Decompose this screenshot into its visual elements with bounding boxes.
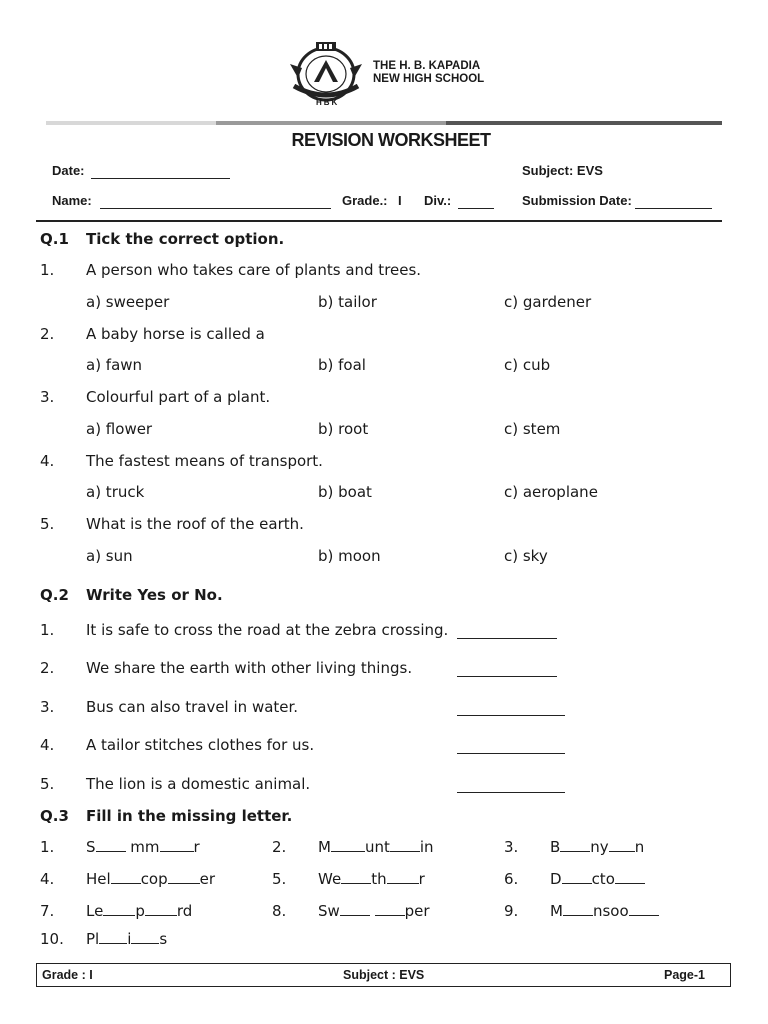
- logo-text: HBK: [316, 98, 340, 107]
- q3-item-number: 5.: [272, 870, 287, 888]
- q2-answer-blank[interactable]: [457, 780, 565, 793]
- q3-word-part: th: [371, 870, 387, 888]
- q1-item-question: Colourful part of a plant.: [86, 388, 271, 406]
- q1-option-a[interactable]: a) sun: [86, 547, 133, 565]
- date-field[interactable]: [91, 164, 230, 179]
- q3-word-part: cop: [140, 870, 168, 888]
- q1-item-question: What is the roof of the earth.: [86, 515, 304, 533]
- q3-word: [86, 930, 167, 948]
- q2-number: Q.2: [40, 586, 69, 604]
- q2-item-number: 1.: [40, 621, 55, 639]
- q1-option-a[interactable]: a) truck: [86, 483, 145, 501]
- school-name-line1: THE H. B. KAPADIA: [373, 60, 481, 72]
- submission-date-label: Submission Date:: [522, 193, 632, 208]
- q3-word-part: We: [318, 870, 342, 888]
- q2-item-number: 5.: [40, 775, 55, 793]
- q3-blank[interactable]: [131, 931, 159, 944]
- q1-option-c[interactable]: c) gardener: [504, 293, 592, 311]
- q1-option-b[interactable]: b) root: [318, 420, 369, 438]
- q1-option-b[interactable]: b) tailor: [318, 293, 377, 311]
- q1-option-c[interactable]: c) cub: [504, 356, 551, 374]
- header-divider-mid: [216, 121, 446, 125]
- q2-answer-blank[interactable]: [457, 664, 557, 677]
- submission-date-field[interactable]: [635, 194, 712, 209]
- q3-blank[interactable]: [168, 871, 200, 884]
- q1-item-number: 3.: [40, 388, 55, 406]
- q3-word-part: r: [193, 838, 200, 856]
- q2-item-number: 3.: [40, 698, 55, 716]
- footer-box: [36, 963, 731, 987]
- q3-word: [318, 838, 434, 856]
- q3-blank[interactable]: [560, 839, 590, 852]
- q1-option-a[interactable]: a) fawn: [86, 356, 143, 374]
- q3-word-part: Pl: [86, 930, 100, 948]
- q3-item-number: 2.: [272, 838, 287, 856]
- q3-blank[interactable]: [609, 839, 635, 852]
- q1-item-question: A baby horse is called a: [86, 325, 265, 343]
- q1-item-number: 5.: [40, 515, 55, 533]
- q3-word-part: p: [135, 902, 145, 920]
- q3-blank[interactable]: [111, 871, 141, 884]
- q3-item-number: 8.: [272, 902, 287, 920]
- q1-item-question: A person who takes care of plants and trees.: [86, 261, 422, 279]
- q3-word-part: B: [550, 838, 561, 856]
- q3-word: [318, 902, 430, 920]
- date-label: Date:: [52, 163, 85, 178]
- div-field[interactable]: [458, 194, 494, 209]
- q1-option-b[interactable]: b) foal: [318, 356, 366, 374]
- q3-blank[interactable]: [629, 903, 659, 916]
- subject-label: Subject: EVS: [522, 163, 603, 178]
- grade-label: Grade.:: [342, 193, 388, 208]
- q1-option-b[interactable]: b) moon: [318, 547, 381, 565]
- q3-word-part: D: [550, 870, 562, 888]
- q3-word-part: ny: [590, 838, 609, 856]
- footer-subject: Subject : EVS: [343, 968, 425, 982]
- q1-title: Tick the correct option.: [86, 230, 285, 248]
- q3-blank[interactable]: [99, 931, 127, 944]
- q3-item-number: 1.: [40, 838, 55, 856]
- q2-item-text: A tailor stitches clothes for us.: [86, 736, 315, 754]
- q3-word: [86, 838, 200, 856]
- div-label: Div.:: [424, 193, 452, 208]
- q3-blank[interactable]: [563, 903, 593, 916]
- q1-option-c[interactable]: c) sky: [504, 547, 548, 565]
- header-divider-light: [46, 121, 216, 125]
- q2-item-text: The lion is a domestic animal.: [86, 775, 311, 793]
- q3-blank[interactable]: [331, 839, 365, 852]
- q3-word-part: i: [127, 930, 132, 948]
- q2-answer-blank[interactable]: [457, 626, 557, 639]
- q2-item-number: 2.: [40, 659, 55, 677]
- q1-item-question: The fastest means of transport.: [86, 452, 323, 470]
- q3-blank[interactable]: [145, 903, 177, 916]
- q3-word-part: Sw: [318, 902, 340, 920]
- q2-item-number: 4.: [40, 736, 55, 754]
- q1-number: Q.1: [40, 230, 69, 248]
- q3-word-part: M: [550, 902, 563, 920]
- q3-word: [86, 870, 215, 888]
- q3-word-part: M: [318, 838, 331, 856]
- q3-word-part: S: [86, 838, 96, 856]
- name-field[interactable]: [100, 194, 331, 209]
- q1-option-c[interactable]: c) stem: [504, 420, 561, 438]
- q3-word-part: er: [199, 870, 216, 888]
- q3-item-number: 7.: [40, 902, 55, 920]
- q3-word-part: cto: [591, 870, 615, 888]
- footer-grade: Grade : I: [42, 968, 93, 982]
- q3-item-number: 6.: [504, 870, 519, 888]
- q3-blank[interactable]: [341, 871, 371, 884]
- q2-answer-blank[interactable]: [457, 703, 565, 716]
- q1-option-c[interactable]: c) aeroplane: [504, 483, 598, 501]
- q1-item-number: 4.: [40, 452, 55, 470]
- q2-item-text: It is safe to cross the road at the zebra crossing.: [86, 621, 449, 639]
- q3-word-part: rd: [176, 902, 193, 920]
- q3-blank[interactable]: [615, 871, 645, 884]
- q3-blank[interactable]: [562, 871, 592, 884]
- name-label: Name:: [52, 193, 92, 208]
- q3-blank[interactable]: [160, 839, 194, 852]
- q2-title: Write Yes or No.: [86, 586, 223, 604]
- q3-word-part: unt: [364, 838, 390, 856]
- q3-blank[interactable]: [387, 871, 419, 884]
- q3-word-part: Hel: [86, 870, 111, 888]
- q3-item-number: 3.: [504, 838, 519, 856]
- q3-blank[interactable]: [96, 839, 126, 852]
- q1-option-a[interactable]: a) flower: [86, 420, 153, 438]
- q1-item-number: 1.: [40, 261, 55, 279]
- header-divider-dark: [446, 121, 722, 125]
- q3-word-part: Le: [86, 902, 104, 920]
- q3-word: [318, 870, 425, 888]
- q3-blank[interactable]: [340, 903, 370, 916]
- q3-item-number: 10.: [40, 930, 64, 948]
- q3-word-part: nsoo: [592, 902, 629, 920]
- q2-answer-blank[interactable]: [457, 741, 565, 754]
- school-name-line2: NEW HIGH SCHOOL: [373, 73, 485, 85]
- page-title: REVISION WORKSHEET: [291, 130, 491, 150]
- q3-word: [550, 838, 644, 856]
- q3-word-part: r: [418, 870, 425, 888]
- q3-blank[interactable]: [375, 903, 405, 916]
- q3-word: [86, 902, 192, 920]
- q3-item-number: 9.: [504, 902, 519, 920]
- q1-option-b[interactable]: b) boat: [318, 483, 372, 501]
- q3-number: Q.3: [40, 807, 69, 825]
- fields-divider: [36, 220, 722, 222]
- q3-word-part: s: [159, 930, 168, 948]
- q1-item-number: 2.: [40, 325, 55, 343]
- footer-page: Page-1: [664, 968, 705, 982]
- q1-option-a[interactable]: a) sweeper: [86, 293, 170, 311]
- q3-word-part: mm: [125, 838, 160, 856]
- q3-word-part: per: [404, 902, 430, 920]
- q3-blank[interactable]: [103, 903, 135, 916]
- q2-item-text: We share the earth with other living things.: [86, 659, 413, 677]
- q3-word-part: in: [419, 838, 434, 856]
- q3-blank[interactable]: [390, 839, 420, 852]
- q2-item-text: Bus can also travel in water.: [86, 698, 299, 716]
- q3-item-number: 4.: [40, 870, 55, 888]
- q3-word-part: n: [634, 838, 645, 856]
- q3-word: [550, 870, 645, 888]
- q3-word: [550, 902, 659, 920]
- grade-value: I: [398, 193, 402, 208]
- q3-title: Fill in the missing letter.: [86, 807, 293, 825]
